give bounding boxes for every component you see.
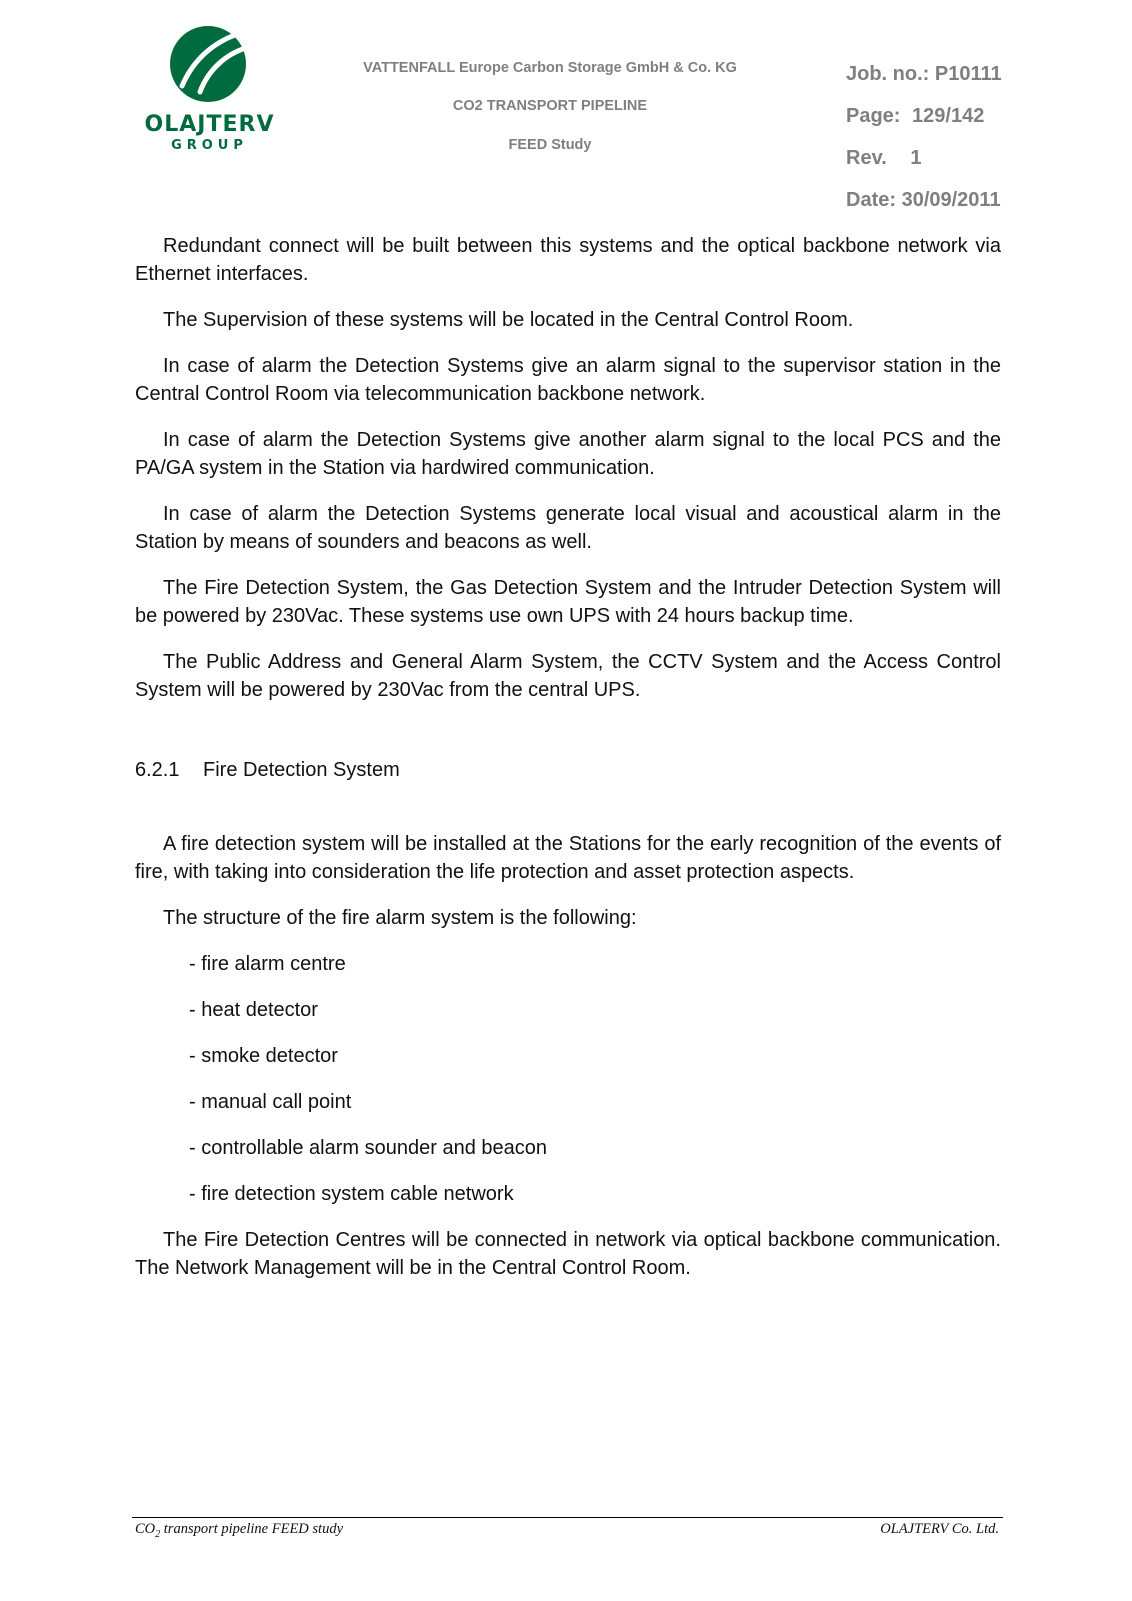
footer-right: OLAJTERV Co. Ltd. bbox=[880, 1521, 999, 1537]
page-value: 129/142 bbox=[912, 105, 985, 127]
header-study: FEED Study bbox=[508, 137, 592, 153]
list-item: - fire alarm centre bbox=[189, 953, 346, 975]
list-item: - heat detector bbox=[189, 999, 318, 1021]
section-title: Fire Detection System bbox=[203, 759, 400, 781]
list-item: - fire detection system cable network bbox=[189, 1183, 514, 1205]
logo-group: GROUP bbox=[171, 138, 248, 153]
footer-divider bbox=[132, 1517, 1003, 1518]
footer-left bbox=[135, 1521, 343, 1540]
date: Date: 30/09/2011 bbox=[846, 189, 1001, 211]
paragraph: The Fire Detection System, the Gas Detection System and the Intruder Detection System will be powered by 230Vac. These systems use own UPS with 24 hours backup time. bbox=[135, 577, 1001, 627]
document-body bbox=[135, 232, 1001, 1300]
rev-value: 1 bbox=[910, 147, 922, 169]
paragraph: The Supervision of these systems will be located in the Central Control Room. bbox=[163, 309, 854, 331]
rev-label: Rev. bbox=[846, 147, 887, 169]
page-number bbox=[846, 105, 984, 128]
section-number: 6.2.1 bbox=[135, 759, 180, 781]
page-label: Page: bbox=[846, 105, 901, 127]
section-heading bbox=[135, 756, 1001, 784]
paragraph: The Fire Detection Centres will be connected in network via optical backbone communication. The Network Management will be in the Central Control Room. bbox=[135, 1229, 1001, 1279]
paragraph: In case of alarm the Detection Systems give another alarm signal to the local PCS and the PA/GA system in the Station via hardwired communication. bbox=[135, 429, 1001, 479]
list-item: - controllable alarm sounder and beacon bbox=[189, 1137, 547, 1159]
paragraph: The structure of the fire alarm system is the following: bbox=[163, 907, 637, 929]
header-company: VATTENFALL Europe Carbon Storage GmbH & Co. KG bbox=[363, 60, 737, 76]
revision bbox=[846, 147, 921, 170]
paragraph: The Public Address and General Alarm System, the CCTV System and the Access Control System will be powered by 230Vac from the central UPS. bbox=[135, 651, 1001, 701]
logo-name: OLAJTERV bbox=[144, 112, 275, 137]
paragraph: A fire detection system will be installed at the Stations for the early recognition of the events of fire, with taking into consideration the life protection and asset protection aspects. bbox=[135, 833, 1001, 883]
footer-left-suffix: transport pipeline FEED study bbox=[160, 1521, 343, 1537]
paragraph: In case of alarm the Detection Systems give an alarm signal to the supervisor station in the Central Control Room via telecommunication backbone network. bbox=[135, 355, 1001, 405]
header-project: CO2 TRANSPORT PIPELINE bbox=[452, 98, 648, 114]
footer-left-prefix: CO bbox=[135, 1521, 156, 1537]
list-item: - smoke detector bbox=[189, 1045, 338, 1067]
leaf-logo-icon bbox=[142, 24, 277, 114]
paragraph: Redundant connect will be built between this systems and the optical backbone network via Ethernet interfaces. bbox=[135, 235, 1001, 285]
paragraph: In case of alarm the Detection Systems generate local visual and acoustical alarm in the Station by means of sounders and beacons as well. bbox=[135, 503, 1001, 553]
list-item: - manual call point bbox=[189, 1091, 352, 1113]
footer-left-sub: 2 bbox=[155, 1528, 161, 1540]
job-number: Job. no.: P10111 bbox=[846, 63, 1002, 85]
company-logo bbox=[142, 24, 277, 159]
